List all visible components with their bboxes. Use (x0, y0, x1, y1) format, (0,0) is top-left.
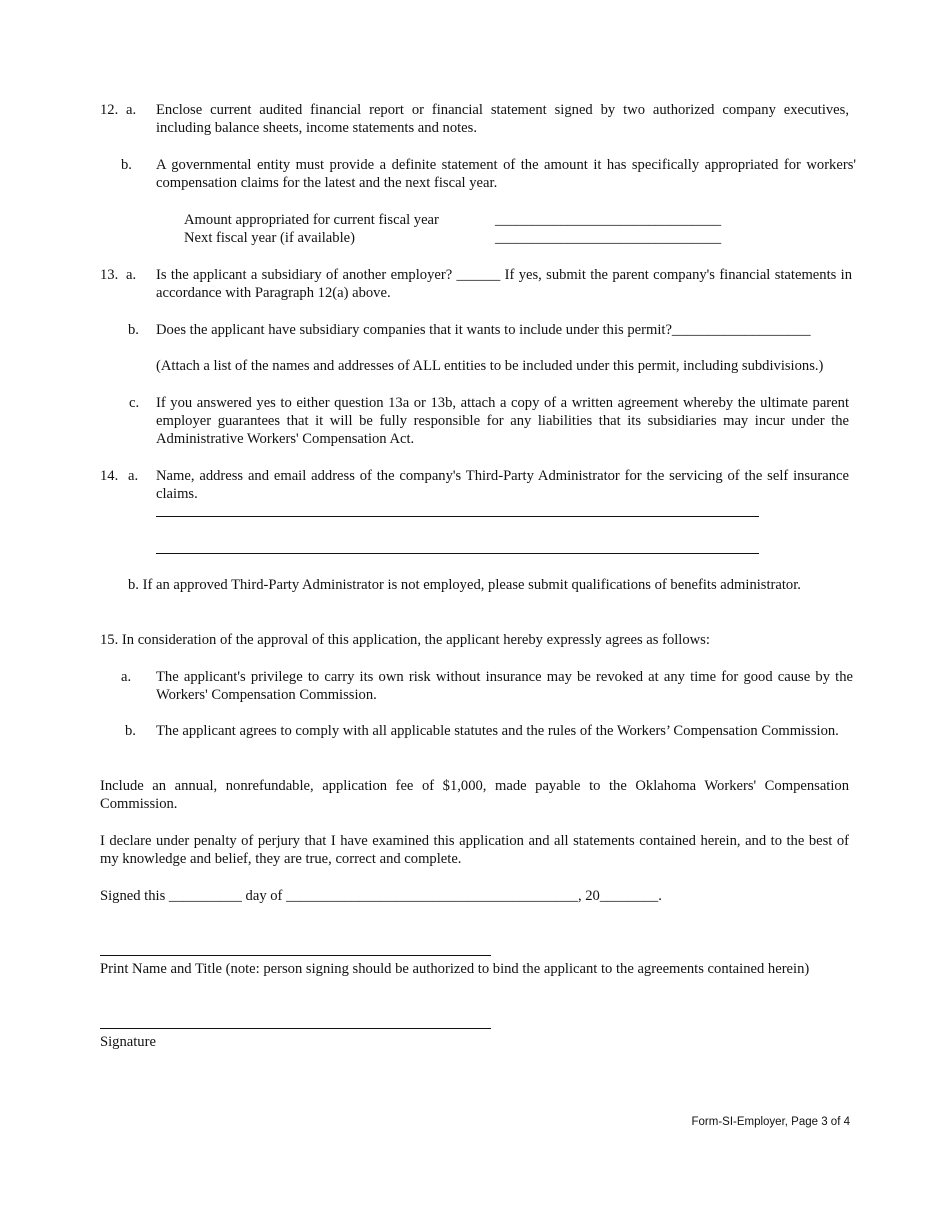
current-fiscal-year-blank[interactable]: _______________________________ (495, 212, 722, 228)
signature-blank-line[interactable] (100, 1028, 491, 1029)
item-15a-label: a. (121, 669, 132, 685)
item-13b-note: (Attach a list of the names and addresses of ALL entities to be included under this permit, including subdivisions.) (156, 358, 824, 374)
next-fiscal-year-label: Next fiscal year (if available) (184, 230, 355, 246)
item-13c-text: If you answered yes to either question 13a or 13b, attach a copy of a written agreement whereby the ultimate parent employer guarantees that it will be fully responsible for any liabilities that its subsidiaries may incur under the Administrative Workers' Compensation Act. (156, 395, 849, 447)
signed-date-line[interactable]: Signed this __________ day of ________________________________________, 20________. (100, 888, 662, 904)
item-12a-text: Enclose current audited financial report or financial statement signed by two authorized company executives, including balance sheets, income statements and notes. (156, 102, 849, 136)
item-13a-label: a. (126, 267, 137, 283)
page-footer: Form-SI-Employer, Page 3 of 4 (691, 1116, 850, 1128)
item-15a-text: The applicant's privilege to carry its own risk without insurance may be revoked at any time for good cause by the Workers' Compensation Commission. (156, 669, 853, 703)
item-12b-text: A governmental entity must provide a definite statement of the amount it has specifically appropriated for workers' compensation claims for the latest and the next fiscal year. (156, 157, 856, 191)
item-14a-text: Name, address and email address of the company's Third-Party Administrator for the servicing of the self insurance claims. (156, 468, 849, 502)
fee-paragraph: Include an annual, nonrefundable, application fee of $1,000, made payable to the Oklahoma Workers' Compensation Commission. (100, 778, 849, 812)
item-13b-text: Does the applicant have subsidiary companies that it wants to include under this permit?___________________ (156, 322, 811, 338)
item-12b-label: b. (121, 157, 132, 173)
item-13a-text: Is the applicant a subsidiary of another employer? ______ If yes, submit the parent company's financial statements in accordance with Paragraph 12(a) above. (156, 267, 852, 301)
item-13b-label: b. (128, 322, 139, 338)
item-13-number: 13. (100, 267, 119, 283)
item-14b-text: b. If an approved Third-Party Administrator is not employed, please submit qualifications of benefits administrator. (128, 577, 801, 593)
tpa-blank-line-1[interactable] (156, 516, 759, 517)
item-14-number: 14. (100, 468, 119, 484)
tpa-blank-line-2[interactable] (156, 553, 759, 554)
signature-label: Signature (100, 1034, 156, 1050)
item-14a-label: a. (128, 468, 139, 484)
declaration-paragraph: I declare under penalty of perjury that I have examined this application and all statements contained herein, and to the best of my knowledge and belief, they are true, correct and complete. (100, 833, 849, 867)
current-fiscal-year-label: Amount appropriated for current fiscal year (184, 212, 439, 228)
next-fiscal-year-blank[interactable]: _______________________________ (495, 230, 722, 246)
item-15b-label: b. (125, 723, 136, 739)
print-name-blank-line[interactable] (100, 955, 491, 956)
item-15b-text: The applicant agrees to comply with all applicable statutes and the rules of the Workers’ Compensation Commission. (156, 723, 839, 739)
item-12-number: 12. (100, 102, 119, 118)
item-13c-label: c. (129, 395, 140, 411)
item-12a-label: a. (126, 102, 137, 118)
print-name-label: Print Name and Title (note: person signing should be authorized to bind the applicant to the agreements contained herein) (100, 961, 810, 977)
item-15-intro: 15. In consideration of the approval of this application, the applicant hereby expressly agrees as follows: (100, 632, 710, 648)
